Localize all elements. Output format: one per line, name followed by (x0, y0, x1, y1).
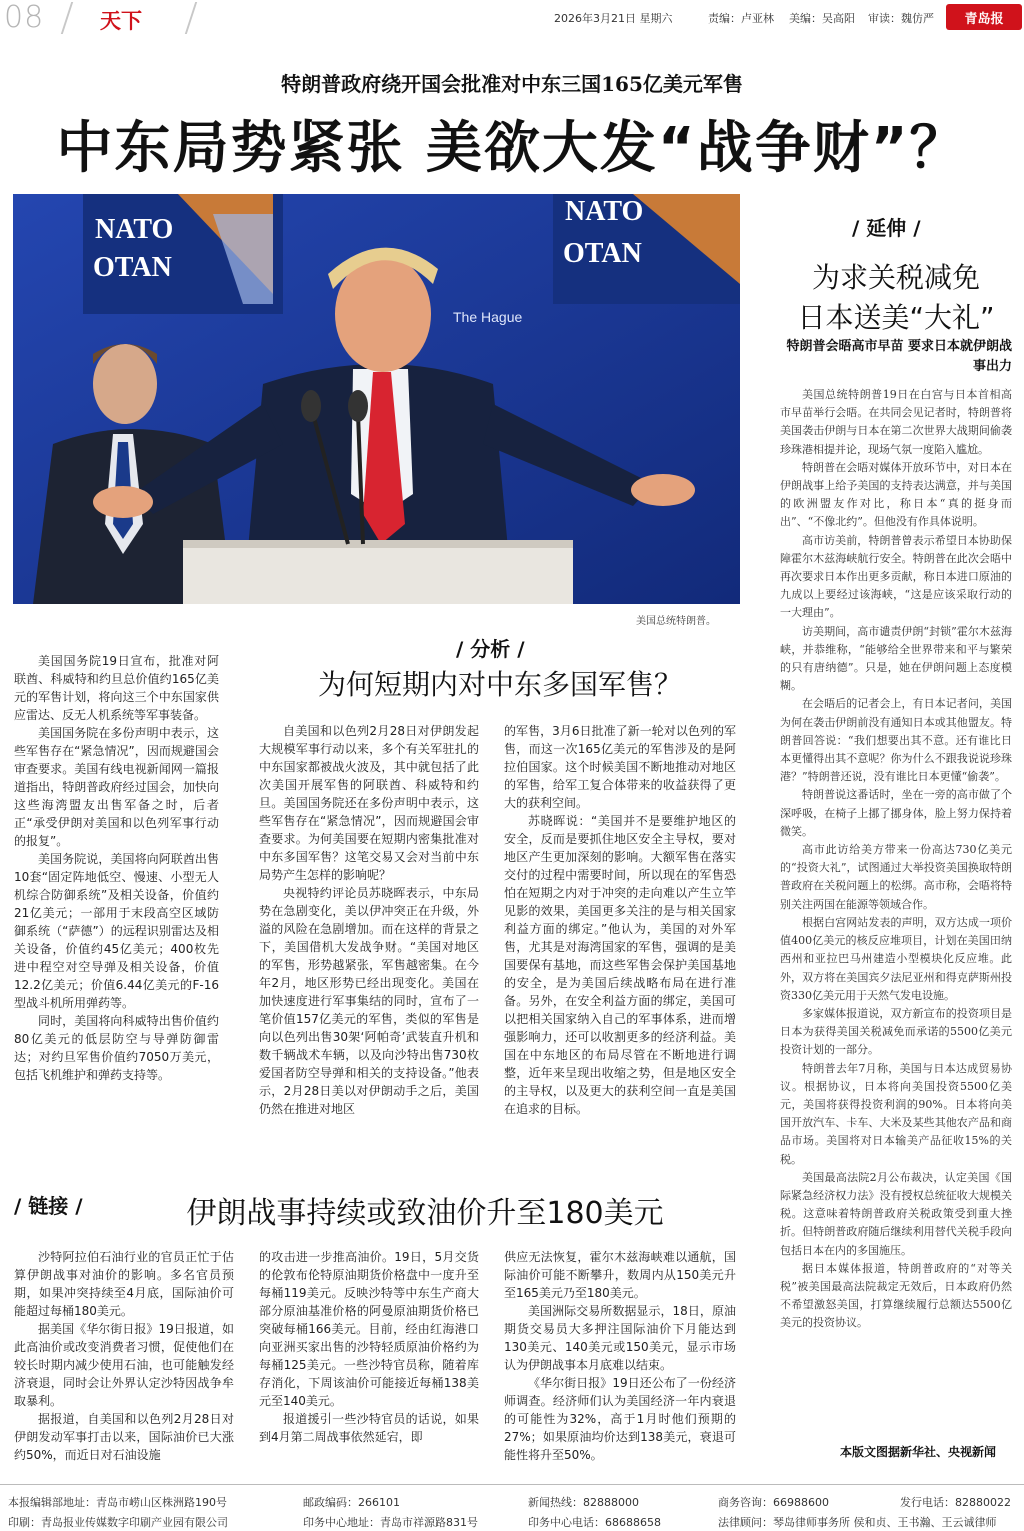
paragraph: 高市此访给美方带来一份高达730亿美元的“投资大礼”，试图通过大举投资美国换取特朗普政府在关税问题上的松绑。高市称，会晤将特别关注两国在能源等领域合作。 (780, 843, 1012, 911)
paragraph: 的军售，3月6日批准了新一轮对以色列的军售，而这一次165亿美元的军售涉及的是阿拉伯国家。这个时候美国不断地推动对地区的军售，给军工复合体带来的收益获得了更大的获利空间。 (504, 724, 736, 810)
footer-business: 商务咨询：66988600 (718, 1496, 829, 1509)
sign-text: NATO (95, 214, 174, 245)
link-column-2 (259, 1248, 479, 1446)
sign-text: OTAN (563, 238, 642, 269)
analysis-title: 为何短期内对中东多国军售？ (317, 668, 682, 701)
page-header (0, 0, 1024, 40)
page-number: 08 (4, 0, 45, 35)
footer-address: 本报编辑部地址：青岛市崂山区株洲路190号 (8, 1496, 227, 1509)
paragraph: 苏晓晖说：“美国并不是要维护地区的安全，反而是要抓住地区安全主导权，要对地区产生更加深刻的影响。大额军售在落实交付的过程中需要时间，所以现在的军售恐怕在短期之内对于冲突的走向难以产生立竿见影的效果，美国更多关注的是与相关国家利益方面的绑定。”他认为，美国的对外军售，尤其是对海湾国家的军售，强调的是美国要保有基地，而这些军售会保护美国基地的安全，是为美国后续战略布局在进行准备。另外，在安全利益方面的绑定，美国可以把相关国家纳入自己的军事体系，进而增强影响力，还可以收割更多的经济利益。美国在中东地区的布局尽管在不断地进行调整，近年来呈现出收缩之势，但是地区安全的主导权，以及更大的获利空间一直是美国在追求的目标。 (504, 814, 736, 1116)
paragraph: 美国务院说，美国将向阿联酋出售10套“固定阵地低空、慢速、小型无人机综合防御系统”及相关设备，价值约21亿美元；一部用于末段高空区域防御系统（“萨德”）的远程识别雷达及相关设备，价值约45亿美元；400枚先进中程空对空导弹及相关设备，价值12.2亿美元；价值6.44亿美元的F-16型战斗机所用弹药等。 (14, 852, 219, 1010)
kicker-headline: 特朗普政府绕开国会批准对中东三国165亿美元军售 (281, 72, 743, 96)
main-headline: 中东局势紧张 美欲大发“战争财”？ (56, 116, 968, 181)
photo-caption: 美国总统特朗普。 (636, 616, 716, 627)
header-divider (185, 2, 197, 34)
paragraph: 多家媒体报道说，双方新宣布的投资项目是日本为获得美国关税减免而承诺的5500亿美元投资计划的一部分。 (780, 1006, 1012, 1057)
paragraph: 特朗普在会晤对媒体开放环节中，对日本在伊朗战事上给予美国的支持表达满意，并与美国的欧洲盟友作对比，称日本“真的挺身而出”、“不像北约”。但他没有作具体说明。 (780, 460, 1012, 529)
paragraph: 高市访美前，特朗普曾表示希望日本协助保障霍尔木兹海峡航行安全。特朗普在此次会晤中再次要求日本作出更多贡献，称日本进口原油的九成以上要经过该海峡，“这是应该采取行动的一大理由”。 (780, 533, 1012, 620)
paragraph: 根据白宫网站发表的声明，双方达成一项价值400亿美元的核反应堆项目，计划在美国田纳西州和亚拉巴马州建造小型模块化反应堆。此外，双方将在美国宾夕法尼亚州和得克萨斯州投资330亿美元用于天然气发电设施。 (780, 915, 1012, 1002)
designer-credit: 美编：吴高阳 (789, 12, 855, 25)
brand-logo (946, 4, 1022, 30)
paragraph: 访美期间，高市谴责伊朗“封锁”霍尔木兹海峡，并恭维称，“能够给全世界带来和平与繁荣的只有唐纳德”。只是，她在伊朗问题上态度模糊。 (780, 624, 1012, 693)
paragraph: 自美国和以色列2月28日对伊朗发起大规模军事行动以来，多个有关军驻扎的中东国家都被战火波及，其中就包括了此次美国开展军售的阿联酋、科威特和约旦。美国国务院还在多份声明中表示，这些军售存在“紧急情况”，因而规避国会审查要求。为何美国要在短期内密集批准对中东多国军售？这笔交易又会对当前中东局势产生怎样的影响呢？ (259, 724, 479, 882)
sign-text: NATO (565, 196, 644, 227)
analysis-column-1 (259, 722, 479, 1118)
link-tag: / 链接 / (14, 1194, 83, 1218)
paragraph: 美国国务院19日宣布，批准对阿联酋、科威特和约旦总价值约165亿美元的军售计划，将向这三个中东国家供应雷达、反无人机系统等军事装备。 (14, 654, 219, 722)
paragraph: 供应无法恢复，霍尔木兹海峡难以通航，国际油价可能不断攀升，数周内从150美元升至165美元乃至180美元。 (504, 1250, 736, 1300)
photo-credit: 本版文图据新华社、央视新闻 (840, 1445, 997, 1459)
news-photo (13, 194, 740, 604)
proofreader-credit: 审读：魏仿严 (868, 12, 934, 25)
paragraph: 美国总统特朗普19日在白宫与日本首相高市早苗举行会晤。在共同会见记者时，特朗普将美国袭击伊朗与日本在第二次世界大战期间偷袭珍珠港相提并论，现场气氛一度陷入尴尬。 (780, 388, 1012, 456)
paragraph: 的攻击进一步推高油价。19日，5月交货的伦敦布伦特原油期货价格盘中一度升至每桶119美元。反映沙特等中东生产商大部分原油基准价格的阿曼原油期货价格已突破每桶166美元。目前，经由红海港口向亚洲买家出售的沙特轻质原油价格约为每桶125美元。一些沙特官员称，随着库存消化，下周该油价可能接近每桶138美元至140美元。 (259, 1250, 479, 1408)
paragraph: 央视特约评论员苏晓晖表示，中东局势在急剧变化，美以伊冲突正在升级，外溢的风险在急剧增加。而在这样的背景之下，美国借机大发战争财。“美国对地区的军售，形势越紧张，军售越密集。在今年2月，地区形势已经出现变化。美国在加快速度进行军事集结的同时，宣布了一笔价值157亿美元的军售，类似的军售是向以色列出售30架‘阿帕奇’武装直升机和数千辆战术车辆，以及向沙特出售730枚爱国者防空导弹和相关的支持设备。”他表示，2月28日美以对伊朗动手之后，美国仍然在推进对地区 (259, 886, 479, 1116)
paragraph: 据报道，自美国和以色列2月28日对伊朗发动军事打击以来，国际油价已大涨约50%，而近日对石油设施 (14, 1412, 234, 1462)
footer-hotline: 新闻热线：82888000 (528, 1496, 639, 1509)
paragraph: 同时，美国将向科威特出售价值约80亿美元的低层防空与导弹防御雷达；对约旦军售价值约7050万美元，包括飞机维护和弹药支持等。 (14, 1014, 219, 1082)
header-divider (61, 2, 73, 34)
brand-text: 青岛报 (964, 11, 1004, 27)
section-name: 天下 (100, 9, 142, 33)
extension-tag: / 延伸 / (852, 216, 921, 240)
sign-text: The Hague (453, 309, 523, 325)
paragraph: 在会晤后的记者会上，有日本记者问，美国为何在袭击伊朗前没有通知日本或其他盟友。特朗普回答说：“我们想要出其不意。还有谁比日本更懂得出其不意呢？你为什么不跟我说说珍珠港？”特朗普还说，没有谁比日本更懂“偷袭”。 (780, 697, 1012, 784)
sign-text: OTAN (93, 252, 172, 283)
paragraph: 据日本媒体报道，特朗普政府的“对等关税”被美国最高法院裁定无效后，日本政府仍然不希望激怒美国，打算继续履行总额达5500亿美元的投资协议。 (780, 1261, 1012, 1330)
footer-legal: 法律顾问：琴岛律师事务所 侯和贞、王书瀚、王云诚律师 (718, 1516, 997, 1529)
link-column-1 (14, 1248, 234, 1464)
title-line: 日本送美“大礼” (797, 301, 995, 334)
paragraph: 沙特阿拉伯石油行业的官员正忙于估算伊朗战事对油价的影响。多名官员预期，如果冲突持续至4月底，国际油价可能超过每桶180美元。 (14, 1250, 234, 1318)
extension-title (780, 256, 1012, 336)
paragraph: 报道援引一些沙特官员的话说，如果到4月第二周战事依然延宕，即 (259, 1412, 479, 1444)
page-footer (0, 1490, 1024, 1531)
photo-illustration (13, 194, 740, 604)
paragraph: 特朗普去年7月称，美国与日本达成贸易协议。根据协议，日本将向美国投资5500亿美元，美国将获得投资利润的90%。日本将向美国开放汽车、卡车、大米及某些其他农产品和商品市场。美国将对日本输美产品征收15%的关税。 (780, 1061, 1012, 1166)
footer-print-address: 印务中心地址：青岛市祥源路831号 (303, 1516, 478, 1529)
footer-printer: 印刷：青岛报业传媒数字印刷产业园有限公司 (8, 1516, 228, 1529)
paragraph: 美国洲际交易所数据显示，18日，原油期货交易员大多押注国际油价下月能达到130美元、140美元或150美元，显示市场认为伊朗战事本月底难以结束。 (504, 1304, 736, 1372)
footer-distribution: 发行电话：82880022 (900, 1496, 1011, 1509)
extension-subtitle: 特朗普会晤高市早苗 要求日本就伊朗战事出力 (786, 339, 1012, 374)
paragraph: 美国最高法院2月公布裁决，认定美国《国际紧急经济权力法》没有授权总统征收大规模关税。这意味着特朗普政府关税政策受到重大挫折。但特朗普政府随后继续利用替代关税手段向包括日本在内的多国施压。 (780, 1170, 1012, 1257)
paragraph: 《华尔街日报》19日还公布了一份经济师调查。经济师们认为美国经济一年内衰退的可能性为32%，高于1月时他们预期的27%；如果原油均价达到138美元，衰退可能性将升至50%。 (504, 1376, 736, 1462)
paragraph: 据美国《华尔街日报》19日报道，如此高油价或改变消费者习惯，促使他们在较长时期内减少使用石油，也可能触发经济衰退，同时会让外界认定沙特因战争牟取暴利。 (14, 1322, 234, 1408)
title-line: 为求关税减免 (811, 261, 980, 294)
paragraph: 美国国务院在多份声明中表示，这些军售存在“紧急情况”，因而规避国会审查要求。美国有线电视新闻网一篇报道指出，特朗普政府经过国会，加快向这些海湾盟友出售军备之时，后者正“承受伊朗对美国和以色列军事行动的报复”。 (14, 726, 219, 848)
footer-print-phone: 印务中心电话：68688658 (528, 1516, 661, 1529)
extension-article (780, 386, 1012, 1333)
paragraph: 特朗普说这番话时，坐在一旁的高市做了个深呼吸，在椅子上挪了挪身体，脸上努力保持着微笑。 (780, 788, 1012, 838)
footer-divider (0, 1484, 1024, 1485)
issue-date: 2026年3月21日 星期六 (554, 12, 673, 25)
analysis-tag: / 分析 / (456, 637, 525, 661)
editor-credit: 责编：卢亚林 (708, 12, 774, 25)
link-column-3 (504, 1248, 736, 1464)
link-title: 伊朗战事持续或致油价升至180美元 (186, 1196, 664, 1231)
analysis-column-2 (504, 722, 736, 1118)
lead-article (14, 652, 219, 1084)
footer-postcode: 邮政编码：266101 (303, 1496, 400, 1509)
